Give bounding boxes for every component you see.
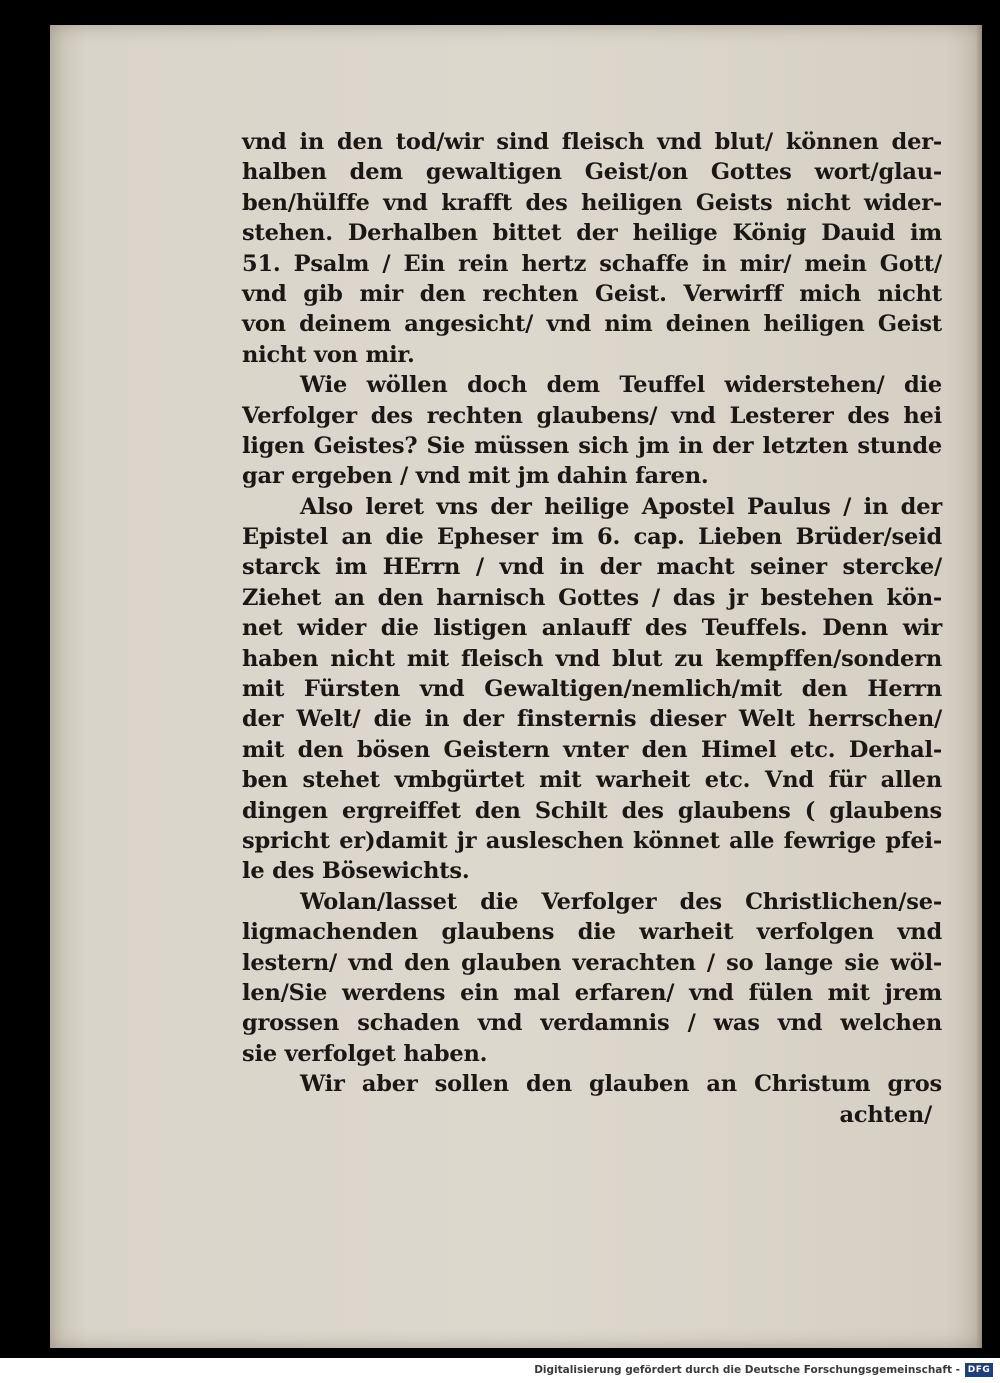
paragraph-start-line: Wir aber sollen den glauben an Christum gros (300, 1071, 942, 1098)
text-line: ligmachenden glaubens die warheit verfolgen vnd (242, 919, 942, 946)
text-line: vnd gib mir den rechten Geist. Verwirff mich nicht (242, 280, 942, 307)
text-line: dingen ergreiffet den Schilt des glaubens ( glaubens (242, 797, 942, 824)
text-line: 51. Psalm / Ein rein hertz schaffe in mir/ mein Gott/ (242, 250, 942, 277)
text-line: le des Bösewichts. (242, 858, 470, 885)
text-line: len/Sie werdens ein mal erfaren/ vnd fülen mit jrem (242, 979, 942, 1006)
text-line: vnd in den tod/wir sind fleisch vnd blut/ können der- (242, 129, 942, 155)
page-edge-shadow (976, 25, 982, 1348)
paragraph-start-line: Wie wöllen doch dem Teuffel widerstehen/ die (300, 372, 942, 399)
text-line: ben/hülffe vnd krafft des heiligen Geists nicht wider- (242, 189, 942, 216)
text-line: spricht er)damit jr ausleschen könnet alle fewrige pfei- (242, 827, 942, 854)
text-line: net wider die listigen anlauff des Teuffels. Denn wir (242, 615, 942, 642)
text-line: Verfolger des rechten glaubens/ vnd Lesterer des hei (242, 402, 942, 429)
text-line: von deinem angesicht/ vnd nim deinen heiligen Geist (242, 311, 942, 338)
text-line: Ziehet an den harnisch Gottes / das jr bestehen kön- (242, 584, 942, 611)
text-line: lestern/ vnd den glauben verachten / so lange sie wöl- (242, 949, 942, 976)
text-line: starck im HErrn / vnd in der macht seiner stercke/ (242, 554, 942, 581)
book-page (50, 25, 982, 1348)
text-line: sie verfolget haben. (242, 1040, 488, 1067)
paragraph-start-line: Wolan/lasset die Verfolger des Christlichen/se- (300, 888, 942, 915)
catchword: achten/ (839, 1101, 932, 1128)
dfg-logo: DFG (965, 1363, 993, 1377)
footer-bar (0, 1358, 1000, 1383)
text-line: nicht von mir. (242, 341, 415, 368)
text-line: halben dem gewaltigen Geist/on Gottes wort/glau- (242, 159, 942, 186)
text-line: mit Fürsten vnd Gewaltigen/nemlich/mit den Herrn (242, 676, 942, 703)
text-line: haben nicht mit fleisch vnd blut zu kempffen/sondern (242, 645, 942, 672)
text-line: gar ergeben / vnd mit jm dahin faren. (242, 463, 709, 490)
text-line: grossen schaden vnd verdamnis / was vnd welchen (242, 1010, 942, 1037)
text-line: ben stehet vmbgürtet mit warheit etc. Vnd für allen (242, 767, 942, 794)
text-line: stehen. Derhalben bittet der heilige König Dauid im (242, 220, 942, 247)
text-line: der Welt/ die in der finsternis dieser Welt herrschen/ (242, 706, 942, 733)
text-line: mit den bösen Geistern vnter den Himel etc. Derhal- (242, 736, 942, 763)
funding-credit: Digitalisierung gefördert durch die Deutsche Forschungsgemeinschaft - (534, 1364, 960, 1376)
paragraph-start-line: Also leret vns der heilige Apostel Paulus / in der (300, 493, 942, 520)
text-line: Epistel an die Epheser im 6. cap. Lieben Brüder/seid (242, 524, 942, 551)
text-block (242, 127, 942, 1130)
text-line: ligen Geistes? Sie müssen sich jm in der letzten stunde (242, 432, 942, 459)
